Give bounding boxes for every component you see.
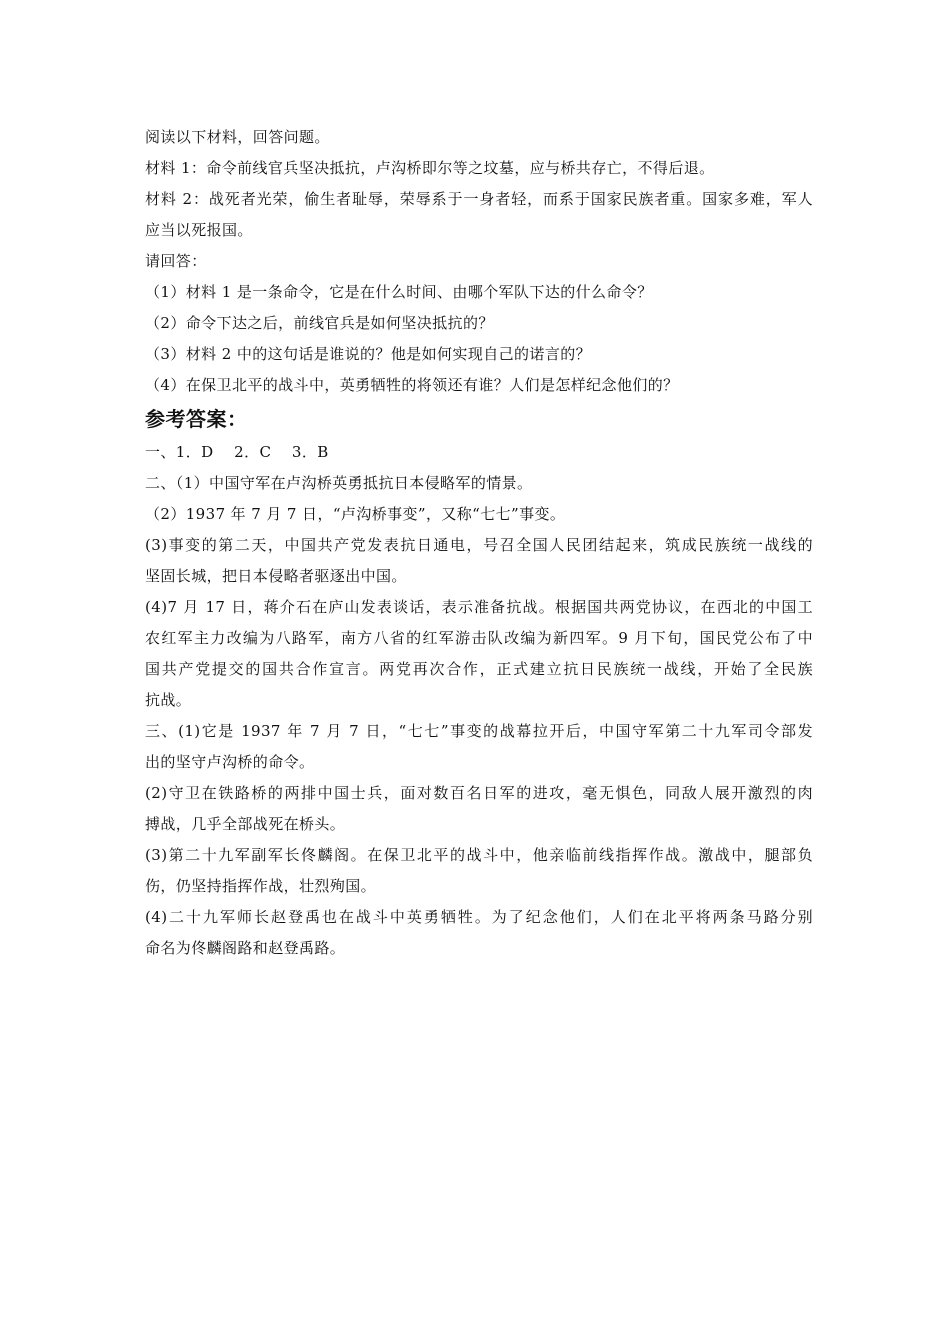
answer-2-4-line-1: (4)7 月 17 日，蒋介石在庐山发表谈话，表示准备抗战。根据国共两党协议，在西北的中国工: [145, 598, 813, 616]
answer-2-1: 二、（1）中国守军在卢沟桥英勇抵抗日本侵略军的情景。: [145, 474, 533, 492]
answer-2-3-line-1: (3)事变的第二天，中国共产党发表抗日通电，号召全国人民团结起来，筑成民族统一战线的: [145, 536, 813, 554]
answer-2-4-line-2: 农红军主力改编为八路军，南方八省的红军游击队改编为新四军。9 月下旬，国民党公布了中: [145, 629, 813, 647]
answer-2-2: （2）1937 年 7 月 7 日，“卢沟桥事变”，又称“七七”事变。: [145, 505, 566, 523]
question-4: （4）在保卫北平的战斗中，英勇牺牲的将领还有谁？人们是怎样纪念他们的？: [145, 376, 679, 394]
answer-part-1: 一、1．D 2．C 3．B: [145, 443, 329, 461]
answer-3-3-line-1: (3)第二十九军副军长佟麟阁。在保卫北平的战斗中，他亲临前线指挥作战。激战中，腿部负: [145, 846, 813, 864]
answer-3-1-line-1: 三、(1)它是 1937 年 7 月 7 日，“七七”事变的战幕拉开后，中国守军第二十九军司令部发: [145, 722, 813, 740]
question-1: （1）材料 1 是一条命令，它是在什么时间、由哪个军队下达的什么命令？: [145, 283, 653, 301]
answer-2-4-line-3: 国共产党提交的国共合作宣言。两党再次合作，正式建立抗日民族统一战线，开始了全民族: [145, 660, 813, 678]
material-2-line-2: 应当以死报国。: [145, 221, 253, 239]
answer-2-4-line-4: 抗战。: [145, 691, 192, 709]
answer-2-3-line-2: 坚固长城，把日本侵略者驱逐出中国。: [145, 567, 407, 585]
answer-3-3-line-2: 伤，仍坚持指挥作战，壮烈殉国。: [145, 877, 377, 895]
material-1: 材料 1：命令前线官兵坚决抵抗，卢沟桥即尔等之坟墓，应与桥共存亡，不得后退。: [145, 159, 715, 177]
question-2: （2）命令下达之后，前线官兵是如何坚决抵抗的？: [145, 314, 494, 332]
answer-3-4-line-1: (4)二十九军师长赵登禹也在战斗中英勇牺牲。为了纪念他们，人们在北平将两条马路分别: [145, 908, 813, 926]
answer-3-2-line-2: 搏战，几乎全部战死在桥头。: [145, 815, 346, 833]
material-intro: 阅读以下材料，回答问题。: [145, 128, 330, 146]
question-3: （3）材料 2 中的这句话是谁说的？他是如何实现自己的诺言的？: [145, 345, 592, 363]
material-2-line-1: 材料 2：战死者光荣，偷生者耻辱，荣辱系于一身者轻，而系于国家民族者重。国家多难，军人: [145, 190, 813, 208]
question-prompt: 请回答：: [145, 252, 207, 270]
answers-heading: 参考答案：: [145, 407, 248, 431]
answer-3-1-line-2: 出的坚守卢沟桥的命令。: [145, 753, 315, 771]
answer-3-2-line-1: (2)守卫在铁路桥的两排中国士兵，面对数百名日军的进攻，毫无惧色，同敌人展开激烈的肉: [145, 784, 813, 802]
document-page: [145, 122, 813, 964]
answer-3-4-line-2: 命名为佟麟阁路和赵登禹路。: [145, 939, 346, 957]
